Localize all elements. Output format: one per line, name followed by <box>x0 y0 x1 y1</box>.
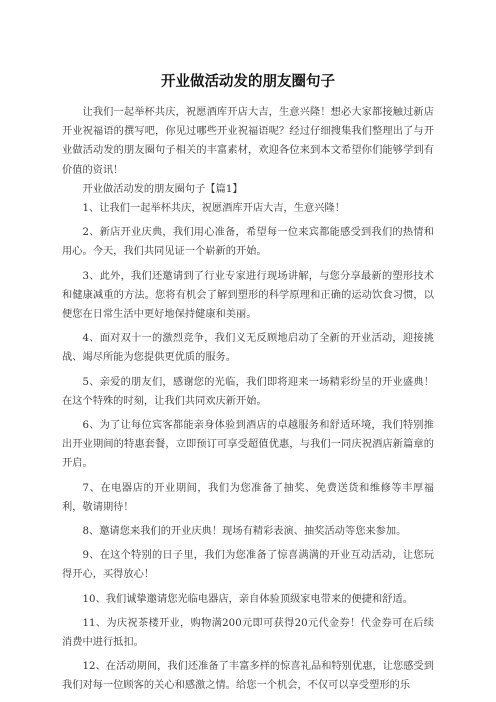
list-item: 6、为了让每位宾客都能亲身体验到酒店的卓越服务和舒适环境，我们特别推出开业期间的特惠套餐，立即预订可享受超值优惠，与我们一同庆祝酒店新篇章的开启。 <box>62 420 434 470</box>
list-item: 9、在这个特别的日子里，我们为您准备了惊喜满满的开业互动活动，让您玩得开心，买得放心！ <box>62 550 434 581</box>
document-title: 开业做活动发的朋友圈句子 <box>161 74 335 90</box>
list-item: 11、为庆祝茶楼开业，购物满200元即可获得20元代金券！代金券可在后续消费中进行抵扣。 <box>62 617 434 649</box>
list-item: 10、我们诚挚邀请您光临电器店，亲自体验顶级家电带来的便捷和舒适。 <box>82 593 413 605</box>
list-item: 2、新店开业庆典，我们用心准备，希望每一位来宾都能感受到我们的热情和用心。今天，我们共同见证一个崭新的开始。 <box>62 227 434 258</box>
list-item: 8、邀请您来我们的开业庆典！现场有精彩表演、抽奖活动等您来参加。 <box>82 526 407 538</box>
list-item: 4、面对双十一的激烈竞争，我们义无反顾地启动了全新的开业活动，迎接挑战、竭尽所能为您提供更优质的服务。 <box>62 333 434 364</box>
list-item: 5、亲爱的朋友们，感谢您的光临，我们即将迎来一场精彩纷呈的开业盛典！在这个特殊的时刻，让我们共同欢庆新开始。 <box>62 376 434 407</box>
list-item: 7、在电器店的开业期间，我们为您准备了抽奖、免费送货和维修等丰厚福利，敬请期待！ <box>62 482 434 513</box>
intro-paragraph: 让我们一起举杯共庆，祝愿酒库开店大吉，生意兴隆！想必大家都接触过新店开业祝福语的撰写吧，你见过哪些开业祝福语呢？经过仔细搜集我们整理出了与开业做活动发的朋友圈句子相关的丰富素材，欢迎各位来到本文希望你们能够学到有价值的资讯！ <box>62 107 434 176</box>
section-heading: 开业做活动发的朋友圈句子【篇1】 <box>82 183 243 195</box>
list-item: 3、此外，我们还邀请到了行业专家进行现场讲解，与您分享最新的塑形技术和健康减重的方法。您将有机会了解到塑形的科学原理和正确的运动饮食习惯，以便您在日常生活中更好地保持健康和美丽。 <box>62 270 434 321</box>
list-item: 12、在活动期间，我们还准备了丰富多样的惊喜礼品和特别优惠，让您感受到我们对每一位顾客的关心和感激之情。给您一个机会，不仅可以享受塑形的乐 <box>62 661 434 692</box>
list-item: 1、让我们一起举杯共庆，祝愿酒库开店大吉，生意兴隆！ <box>82 203 345 215</box>
